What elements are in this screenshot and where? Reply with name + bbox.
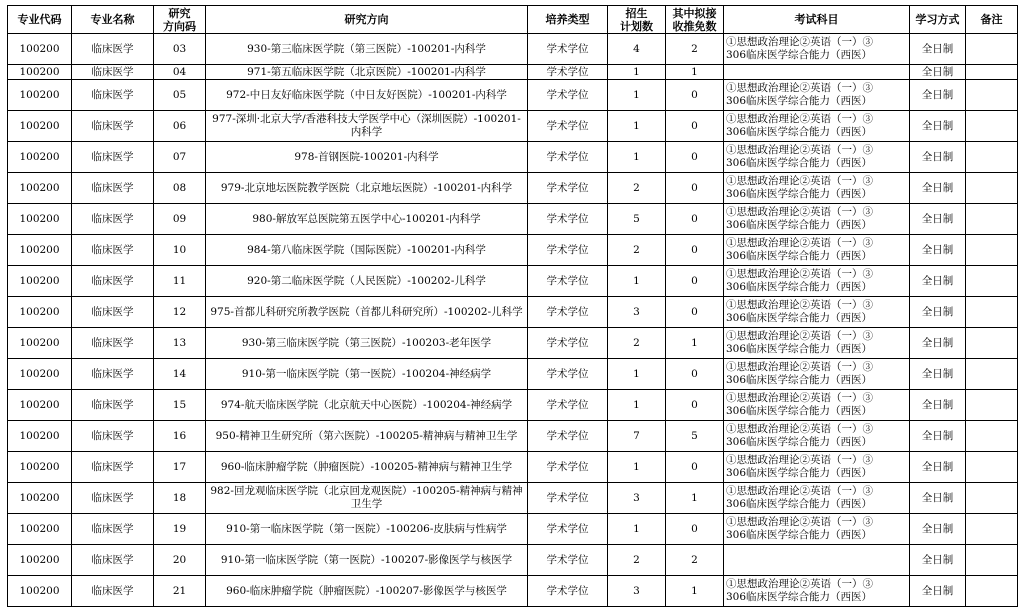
direction-code-cell: 17 bbox=[154, 452, 206, 483]
exam-cell bbox=[724, 65, 910, 80]
exam-line: ①思想政治理论②英语（一）③ bbox=[726, 113, 873, 125]
exam-cell bbox=[724, 359, 910, 390]
table-row bbox=[8, 452, 1018, 483]
direction-code-cell: 05 bbox=[154, 80, 206, 111]
exam-line: 306临床医学综合能力（西医） bbox=[726, 374, 873, 386]
major-name-cell: 临床医学 bbox=[72, 421, 154, 452]
major-code-cell: 100200 bbox=[8, 34, 72, 65]
note-cell bbox=[966, 173, 1018, 204]
mode-cell: 全日制 bbox=[910, 452, 966, 483]
type-cell: 学术学位 bbox=[528, 452, 608, 483]
note-cell bbox=[966, 204, 1018, 235]
exam-line: ①思想政治理论②英语（一）③ bbox=[726, 36, 873, 48]
exempt-cell: 0 bbox=[666, 111, 724, 142]
direction-cell: 972-中日友好临床医学院（中日友好医院）-100201-内科学 bbox=[206, 80, 528, 111]
type-cell: 学术学位 bbox=[528, 235, 608, 266]
exam-line: 306临床医学综合能力（西医） bbox=[726, 250, 873, 262]
exam-cell bbox=[724, 545, 910, 576]
mode-cell: 全日制 bbox=[910, 390, 966, 421]
note-cell bbox=[966, 483, 1018, 514]
plan-cell: 4 bbox=[608, 34, 666, 65]
direction-cell: 979-北京地坛医院教学医院（北京地坛医院）-100201-内科学 bbox=[206, 173, 528, 204]
exempt-cell: 0 bbox=[666, 514, 724, 545]
direction-cell: 978-首钢医院-100201-内科学 bbox=[206, 142, 528, 173]
type-cell: 学术学位 bbox=[528, 483, 608, 514]
mode-cell: 全日制 bbox=[910, 65, 966, 80]
exam-line: ①思想政治理论②英语（一）③ bbox=[726, 423, 873, 435]
direction-code-cell: 16 bbox=[154, 421, 206, 452]
exempt-cell: 2 bbox=[666, 34, 724, 65]
exam-cell bbox=[724, 111, 910, 142]
plan-cell: 1 bbox=[608, 390, 666, 421]
column-header: 招生 计划数 bbox=[608, 6, 666, 34]
exam-line: ①思想政治理论②英语（一）③ bbox=[726, 237, 873, 249]
plan-cell: 1 bbox=[608, 266, 666, 297]
exam-line: 306临床医学综合能力（西医） bbox=[726, 95, 873, 107]
header-row bbox=[8, 6, 1018, 34]
note-cell bbox=[966, 390, 1018, 421]
major-name-cell: 临床医学 bbox=[72, 390, 154, 421]
note-cell bbox=[966, 328, 1018, 359]
exam-cell bbox=[724, 142, 910, 173]
type-cell: 学术学位 bbox=[528, 328, 608, 359]
exam-line: ①思想政治理论②英语（一）③ bbox=[726, 206, 873, 218]
table-body bbox=[8, 34, 1018, 607]
table-row bbox=[8, 545, 1018, 576]
exam-cell bbox=[724, 266, 910, 297]
direction-cell: 975-首都儿科研究所教学医院（首都儿科研究所）-100202-儿科学 bbox=[206, 297, 528, 328]
exam-line: 306临床医学综合能力（西医） bbox=[726, 405, 873, 417]
column-header: 专业名称 bbox=[72, 6, 154, 34]
direction-cell: 971-第五临床医学院（北京医院）-100201-内科学 bbox=[206, 65, 528, 80]
major-name-cell: 临床医学 bbox=[72, 328, 154, 359]
table-row bbox=[8, 111, 1018, 142]
direction-cell: 910-第一临床医学院（第一医院）-100207-影像医学与核医学 bbox=[206, 545, 528, 576]
note-cell bbox=[966, 65, 1018, 80]
exam-line: 306临床医学综合能力（西医） bbox=[726, 126, 873, 138]
exempt-cell: 5 bbox=[666, 421, 724, 452]
mode-cell: 全日制 bbox=[910, 173, 966, 204]
major-code-cell: 100200 bbox=[8, 204, 72, 235]
plan-cell: 1 bbox=[608, 80, 666, 111]
direction-code-cell: 11 bbox=[154, 266, 206, 297]
major-code-cell: 100200 bbox=[8, 235, 72, 266]
direction-code-cell: 06 bbox=[154, 111, 206, 142]
direction-cell: 910-第一临床医学院（第一医院）-100204-神经病学 bbox=[206, 359, 528, 390]
admissions-table bbox=[7, 5, 1018, 607]
major-name-cell: 临床医学 bbox=[72, 483, 154, 514]
exam-cell bbox=[724, 235, 910, 266]
table-row bbox=[8, 421, 1018, 452]
exam-cell bbox=[724, 483, 910, 514]
table-row bbox=[8, 328, 1018, 359]
plan-cell: 1 bbox=[608, 514, 666, 545]
exempt-cell: 0 bbox=[666, 266, 724, 297]
exam-line: 306临床医学综合能力（西医） bbox=[726, 49, 873, 61]
major-code-cell: 100200 bbox=[8, 111, 72, 142]
mode-cell: 全日制 bbox=[910, 576, 966, 607]
mode-cell: 全日制 bbox=[910, 235, 966, 266]
column-header: 研究方向 bbox=[206, 6, 528, 34]
major-code-cell: 100200 bbox=[8, 65, 72, 80]
exempt-cell: 0 bbox=[666, 142, 724, 173]
note-cell bbox=[966, 576, 1018, 607]
note-cell bbox=[966, 34, 1018, 65]
major-code-cell: 100200 bbox=[8, 359, 72, 390]
direction-cell: 980-解放军总医院第五医学中心-100201-内科学 bbox=[206, 204, 528, 235]
table-row bbox=[8, 483, 1018, 514]
exempt-cell: 0 bbox=[666, 204, 724, 235]
note-cell bbox=[966, 80, 1018, 111]
major-name-cell: 临床医学 bbox=[72, 514, 154, 545]
note-cell bbox=[966, 545, 1018, 576]
plan-cell: 1 bbox=[608, 111, 666, 142]
direction-cell: 982-回龙观临床医学院（北京回龙观医院）-100205-精神病与精神卫生学 bbox=[206, 483, 528, 514]
exam-cell bbox=[724, 452, 910, 483]
exempt-cell: 1 bbox=[666, 328, 724, 359]
plan-cell: 5 bbox=[608, 204, 666, 235]
mode-cell: 全日制 bbox=[910, 111, 966, 142]
column-header: 培养类型 bbox=[528, 6, 608, 34]
direction-code-cell: 15 bbox=[154, 390, 206, 421]
major-code-cell: 100200 bbox=[8, 80, 72, 111]
note-cell bbox=[966, 421, 1018, 452]
major-name-cell: 临床医学 bbox=[72, 545, 154, 576]
type-cell: 学术学位 bbox=[528, 297, 608, 328]
major-code-cell: 100200 bbox=[8, 421, 72, 452]
major-code-cell: 100200 bbox=[8, 142, 72, 173]
plan-cell: 3 bbox=[608, 483, 666, 514]
type-cell: 学术学位 bbox=[528, 359, 608, 390]
note-cell bbox=[966, 359, 1018, 390]
plan-cell: 2 bbox=[608, 545, 666, 576]
type-cell: 学术学位 bbox=[528, 80, 608, 111]
major-name-cell: 临床医学 bbox=[72, 266, 154, 297]
direction-code-cell: 04 bbox=[154, 65, 206, 80]
type-cell: 学术学位 bbox=[528, 514, 608, 545]
direction-code-cell: 21 bbox=[154, 576, 206, 607]
direction-cell: 930-第三临床医学院（第三医院）-100203-老年医学 bbox=[206, 328, 528, 359]
major-name-cell: 临床医学 bbox=[72, 65, 154, 80]
type-cell: 学术学位 bbox=[528, 421, 608, 452]
note-cell bbox=[966, 266, 1018, 297]
mode-cell: 全日制 bbox=[910, 545, 966, 576]
exempt-cell: 0 bbox=[666, 297, 724, 328]
note-cell bbox=[966, 452, 1018, 483]
exam-line: 306临床医学综合能力（西医） bbox=[726, 219, 873, 231]
column-header: 考试科目 bbox=[724, 6, 910, 34]
mode-cell: 全日制 bbox=[910, 266, 966, 297]
exempt-cell: 1 bbox=[666, 483, 724, 514]
direction-cell: 950-精神卫生研究所（第六医院）-100205-精神病与精神卫生学 bbox=[206, 421, 528, 452]
column-header: 专业代码 bbox=[8, 6, 72, 34]
mode-cell: 全日制 bbox=[910, 34, 966, 65]
exam-line: ①思想政治理论②英语（一）③ bbox=[726, 175, 873, 187]
direction-code-cell: 20 bbox=[154, 545, 206, 576]
exam-cell bbox=[724, 297, 910, 328]
table-row bbox=[8, 65, 1018, 80]
column-header: 研究 方向码 bbox=[154, 6, 206, 34]
exam-line: ①思想政治理论②英语（一）③ bbox=[726, 578, 873, 590]
exam-cell bbox=[724, 514, 910, 545]
direction-code-cell: 18 bbox=[154, 483, 206, 514]
direction-code-cell: 08 bbox=[154, 173, 206, 204]
exempt-cell: 0 bbox=[666, 359, 724, 390]
exam-line: ①思想政治理论②英语（一）③ bbox=[726, 299, 873, 311]
direction-cell: 984-第八临床医学院（国际医院）-100201-内科学 bbox=[206, 235, 528, 266]
exam-cell bbox=[724, 421, 910, 452]
type-cell: 学术学位 bbox=[528, 545, 608, 576]
type-cell: 学术学位 bbox=[528, 390, 608, 421]
type-cell: 学术学位 bbox=[528, 34, 608, 65]
plan-cell: 1 bbox=[608, 142, 666, 173]
exempt-cell: 0 bbox=[666, 235, 724, 266]
type-cell: 学术学位 bbox=[528, 142, 608, 173]
plan-cell: 3 bbox=[608, 297, 666, 328]
direction-code-cell: 03 bbox=[154, 34, 206, 65]
type-cell: 学术学位 bbox=[528, 65, 608, 80]
column-header: 其中拟接 收推免数 bbox=[666, 6, 724, 34]
exam-cell bbox=[724, 173, 910, 204]
note-cell bbox=[966, 111, 1018, 142]
exam-line: ①思想政治理论②英语（一）③ bbox=[726, 144, 873, 156]
exempt-cell: 1 bbox=[666, 65, 724, 80]
exam-cell bbox=[724, 80, 910, 111]
direction-code-cell: 14 bbox=[154, 359, 206, 390]
direction-code-cell: 12 bbox=[154, 297, 206, 328]
plan-cell: 1 bbox=[608, 452, 666, 483]
exempt-cell: 0 bbox=[666, 80, 724, 111]
table-row bbox=[8, 390, 1018, 421]
exam-line: ①思想政治理论②英语（一）③ bbox=[726, 268, 873, 280]
major-code-cell: 100200 bbox=[8, 545, 72, 576]
exam-line: ①思想政治理论②英语（一）③ bbox=[726, 485, 873, 497]
type-cell: 学术学位 bbox=[528, 111, 608, 142]
major-name-cell: 临床医学 bbox=[72, 204, 154, 235]
type-cell: 学术学位 bbox=[528, 576, 608, 607]
plan-cell: 7 bbox=[608, 421, 666, 452]
major-code-cell: 100200 bbox=[8, 514, 72, 545]
direction-cell: 960-临床肿瘤学院（肿瘤医院）-100207-影像医学与核医学 bbox=[206, 576, 528, 607]
direction-cell: 977-深圳·北京大学/香港科技大学医学中心（深圳医院）-100201-内科学 bbox=[206, 111, 528, 142]
exam-line: ①思想政治理论②英语（一）③ bbox=[726, 516, 873, 528]
major-name-cell: 临床医学 bbox=[72, 142, 154, 173]
table-row bbox=[8, 297, 1018, 328]
exam-line: 306临床医学综合能力（西医） bbox=[726, 467, 873, 479]
exam-line: 306临床医学综合能力（西医） bbox=[726, 436, 873, 448]
mode-cell: 全日制 bbox=[910, 80, 966, 111]
exam-line: ①思想政治理论②英语（一）③ bbox=[726, 82, 873, 94]
exempt-cell: 0 bbox=[666, 390, 724, 421]
major-code-cell: 100200 bbox=[8, 390, 72, 421]
table-row bbox=[8, 80, 1018, 111]
mode-cell: 全日制 bbox=[910, 142, 966, 173]
exam-line: 306临床医学综合能力（西医） bbox=[726, 529, 873, 541]
exam-line: 306临床医学综合能力（西医） bbox=[726, 498, 873, 510]
column-header: 备注 bbox=[966, 6, 1018, 34]
major-name-cell: 临床医学 bbox=[72, 173, 154, 204]
table-row bbox=[8, 266, 1018, 297]
exam-line: 306临床医学综合能力（西医） bbox=[726, 312, 873, 324]
major-code-cell: 100200 bbox=[8, 328, 72, 359]
table-row bbox=[8, 142, 1018, 173]
exam-cell bbox=[724, 204, 910, 235]
direction-code-cell: 13 bbox=[154, 328, 206, 359]
direction-code-cell: 19 bbox=[154, 514, 206, 545]
exam-line: ①思想政治理论②英语（一）③ bbox=[726, 361, 873, 373]
major-name-cell: 临床医学 bbox=[72, 359, 154, 390]
major-code-cell: 100200 bbox=[8, 297, 72, 328]
exempt-cell: 2 bbox=[666, 545, 724, 576]
plan-cell: 3 bbox=[608, 576, 666, 607]
mode-cell: 全日制 bbox=[910, 483, 966, 514]
note-cell bbox=[966, 235, 1018, 266]
note-cell bbox=[966, 514, 1018, 545]
exam-line: 306临床医学综合能力（西医） bbox=[726, 157, 873, 169]
mode-cell: 全日制 bbox=[910, 359, 966, 390]
major-code-cell: 100200 bbox=[8, 452, 72, 483]
exam-line: ①思想政治理论②英语（一）③ bbox=[726, 392, 873, 404]
major-code-cell: 100200 bbox=[8, 483, 72, 514]
table-row bbox=[8, 204, 1018, 235]
table-row bbox=[8, 514, 1018, 545]
direction-cell: 910-第一临床医学院（第一医院）-100206-皮肤病与性病学 bbox=[206, 514, 528, 545]
exempt-cell: 0 bbox=[666, 173, 724, 204]
mode-cell: 全日制 bbox=[910, 328, 966, 359]
major-code-cell: 100200 bbox=[8, 266, 72, 297]
plan-cell: 2 bbox=[608, 328, 666, 359]
direction-code-cell: 10 bbox=[154, 235, 206, 266]
table-row bbox=[8, 173, 1018, 204]
plan-cell: 2 bbox=[608, 173, 666, 204]
major-name-cell: 临床医学 bbox=[72, 235, 154, 266]
type-cell: 学术学位 bbox=[528, 266, 608, 297]
type-cell: 学术学位 bbox=[528, 204, 608, 235]
direction-cell: 974-航天临床医学院（北京航天中心医院）-100204-神经病学 bbox=[206, 390, 528, 421]
direction-cell: 920-第二临床医学院（人民医院）-100202-儿科学 bbox=[206, 266, 528, 297]
exam-line: 306临床医学综合能力（西医） bbox=[726, 281, 873, 293]
exam-cell bbox=[724, 34, 910, 65]
major-name-cell: 临床医学 bbox=[72, 576, 154, 607]
mode-cell: 全日制 bbox=[910, 421, 966, 452]
table-row bbox=[8, 576, 1018, 607]
major-name-cell: 临床医学 bbox=[72, 80, 154, 111]
direction-cell: 930-第三临床医学院（第三医院）-100201-内科学 bbox=[206, 34, 528, 65]
note-cell bbox=[966, 297, 1018, 328]
exam-line: 306临床医学综合能力（西医） bbox=[726, 591, 873, 603]
note-cell bbox=[966, 142, 1018, 173]
mode-cell: 全日制 bbox=[910, 514, 966, 545]
direction-code-cell: 07 bbox=[154, 142, 206, 173]
major-code-cell: 100200 bbox=[8, 173, 72, 204]
exam-cell bbox=[724, 390, 910, 421]
plan-cell: 1 bbox=[608, 359, 666, 390]
exam-line: 306临床医学综合能力（西医） bbox=[726, 188, 873, 200]
plan-cell: 1 bbox=[608, 65, 666, 80]
direction-cell: 960-临床肿瘤学院（肿瘤医院）-100205-精神病与精神卫生学 bbox=[206, 452, 528, 483]
table-row bbox=[8, 359, 1018, 390]
plan-cell: 2 bbox=[608, 235, 666, 266]
major-name-cell: 临床医学 bbox=[72, 297, 154, 328]
mode-cell: 全日制 bbox=[910, 297, 966, 328]
exam-cell bbox=[724, 328, 910, 359]
major-name-cell: 临床医学 bbox=[72, 34, 154, 65]
mode-cell: 全日制 bbox=[910, 204, 966, 235]
major-name-cell: 临床医学 bbox=[72, 111, 154, 142]
exempt-cell: 0 bbox=[666, 452, 724, 483]
exam-cell bbox=[724, 576, 910, 607]
major-name-cell: 临床医学 bbox=[72, 452, 154, 483]
exam-line: ①思想政治理论②英语（一）③ bbox=[726, 330, 873, 342]
major-code-cell: 100200 bbox=[8, 576, 72, 607]
table-row bbox=[8, 235, 1018, 266]
exempt-cell: 1 bbox=[666, 576, 724, 607]
type-cell: 学术学位 bbox=[528, 173, 608, 204]
exam-line: ①思想政治理论②英语（一）③ bbox=[726, 454, 873, 466]
table-row bbox=[8, 34, 1018, 65]
direction-code-cell: 09 bbox=[154, 204, 206, 235]
column-header: 学习方式 bbox=[910, 6, 966, 34]
exam-line: 306临床医学综合能力（西医） bbox=[726, 343, 873, 355]
